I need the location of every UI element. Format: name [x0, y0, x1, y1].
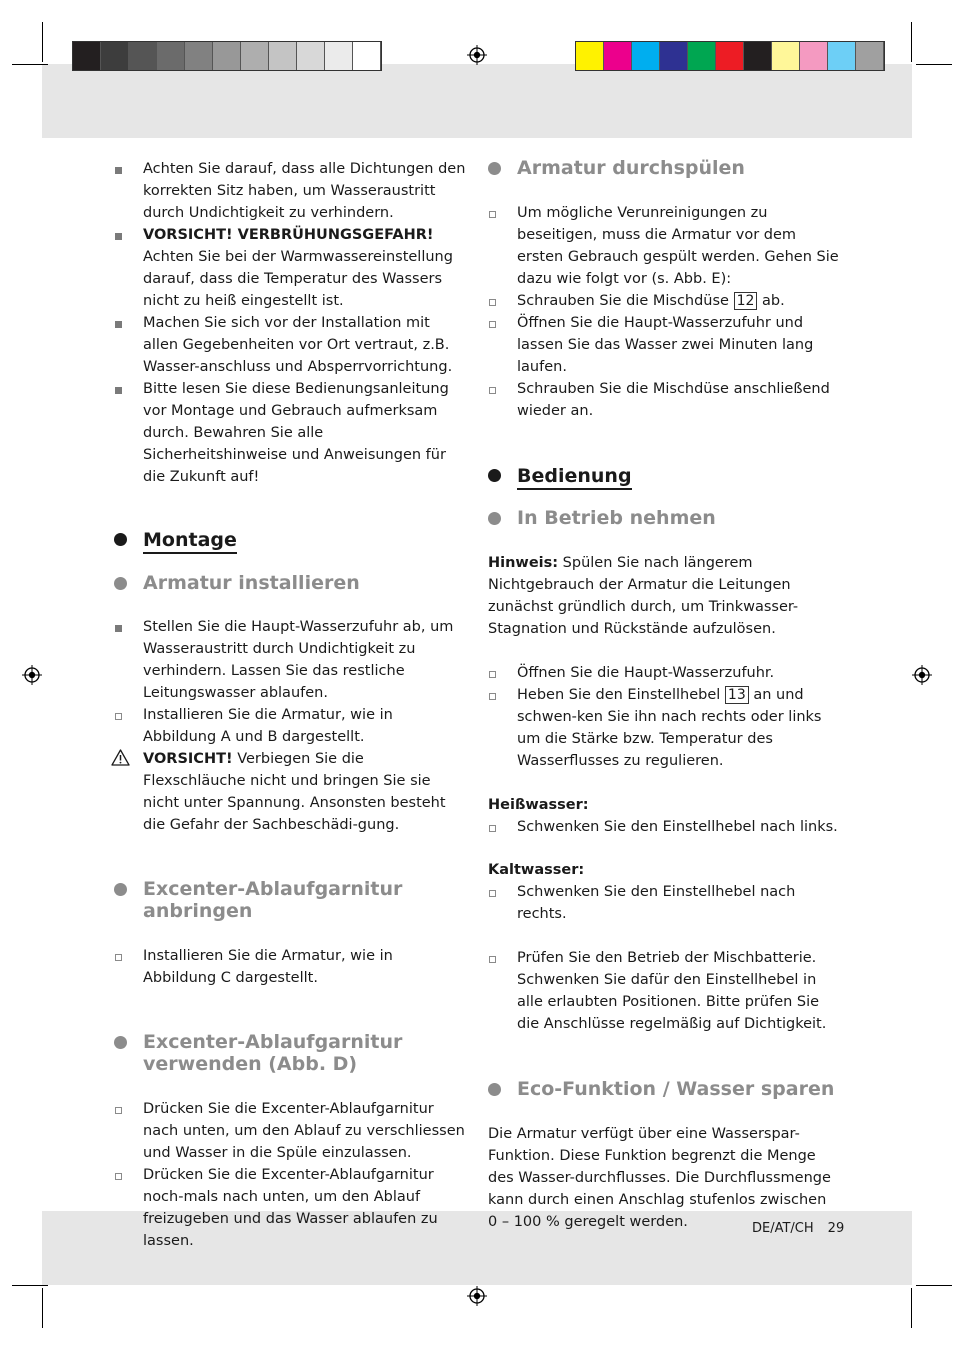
subheading-in-betrieb-nehmen: In Betrieb nehmen	[488, 507, 840, 529]
registration-mark-icon	[467, 1286, 487, 1306]
gray-swatch	[73, 42, 101, 70]
crop-mark	[916, 64, 952, 65]
checkbox-bullet-icon	[115, 1107, 122, 1114]
square-bullet-icon	[115, 387, 122, 394]
heading-dot-icon	[114, 533, 127, 546]
checkbox-bullet-icon	[489, 387, 496, 394]
gray-swatch	[241, 42, 269, 70]
registration-mark-icon	[22, 665, 42, 685]
list-item: Schwenken Sie den Einstellhebel nach rechts.	[488, 881, 840, 925]
warning-label: VORSICHT! VERBRÜHUNGSGEFAHR!	[143, 227, 434, 243]
crop-mark	[916, 1285, 952, 1286]
square-bullet-icon	[115, 321, 122, 328]
header-band	[42, 64, 912, 138]
gray-swatch	[213, 42, 241, 70]
list-item: Schrauben Sie die Mischdüse anschließend wieder an.	[488, 378, 840, 422]
list-item: Prüfen Sie den Betrieb der Mischbatterie. Schwenken Sie dafür den Einstellhebel in alle erlaubten Positionen. Bitte prüfen Sie die Anschlüsse regelmäßig auf Dichtigkeit.	[488, 947, 840, 1035]
color-swatch	[604, 42, 632, 70]
heading-dot-icon	[488, 1083, 501, 1096]
gray-swatch	[129, 42, 157, 70]
heading-dot-icon	[114, 883, 127, 896]
list-item: Drücken Sie die Excenter-Ablaufgarnitur nach unten, um den Ablauf zu verschliessen und Wasser in die Spüle einzulassen.	[114, 1098, 466, 1164]
square-bullet-icon	[115, 167, 122, 174]
subheading-armatur-durchspuelen: Armatur durchspülen	[488, 157, 840, 179]
part-number-badge: 12	[734, 292, 758, 310]
list-item: Bitte lesen Sie diese Bedienungsanleitung vor Montage und Gebrauch aufmerksam durch. Bewahren Sie alle Sicherheitshinweise und Anweisungen für die Zukunft auf!	[114, 378, 466, 488]
page-footer	[752, 1221, 844, 1236]
list-item: Stellen Sie die Haupt-Wasserzufuhr ab, um Wasseraustritt durch Undichtigkeit zu verhindern. Lassen Sie das restliche Leitungswasser ablaufen.	[114, 616, 466, 704]
color-swatch	[828, 42, 856, 70]
process-color-bar	[575, 41, 885, 71]
heading-dot-icon	[114, 1036, 127, 1049]
checkbox-bullet-icon	[489, 825, 496, 832]
crop-mark	[12, 64, 48, 65]
checkbox-bullet-icon	[489, 211, 496, 218]
checkbox-bullet-icon	[489, 671, 496, 678]
warning-item: VORSICHT! Verbiegen Sie die Flexschläuche nicht und bringen Sie sie nicht unter Spannung. Ansonsten besteht die Gefahr der Sachbeschädi-gung.	[114, 748, 466, 836]
registration-mark-icon	[912, 665, 932, 685]
color-swatch	[576, 42, 604, 70]
list-item: Installieren Sie die Armatur, wie in Abbildung C dargestellt.	[114, 945, 466, 989]
list-item: Installieren Sie die Armatur, wie in Abbildung A und B dargestellt.	[114, 704, 466, 748]
grayscale-color-bar	[72, 41, 382, 71]
gray-swatch	[353, 42, 381, 70]
color-swatch	[856, 42, 884, 70]
part-number-badge: 13	[725, 686, 749, 704]
subheading-excenter-verwenden: Excenter-Ablaufgarnitur verwenden (Abb. D)	[114, 1031, 466, 1075]
color-swatch	[688, 42, 716, 70]
list-item: Machen Sie sich vor der Installation mit allen Gegebenheiten vor Ort vertraut, z.B. Wasser-anschluss und Absperrvorrichtung.	[114, 312, 466, 378]
gray-swatch	[101, 42, 129, 70]
checkbox-bullet-icon	[489, 956, 496, 963]
subheading-eco-funktion: Eco-Funktion / Wasser sparen	[488, 1078, 840, 1100]
crop-mark	[911, 1288, 912, 1328]
heading-dot-icon	[488, 512, 501, 525]
color-swatch	[800, 42, 828, 70]
section-heading-bedienung: Bedienung	[488, 464, 840, 488]
checkbox-bullet-icon	[489, 321, 496, 328]
list-item: Öffnen Sie die Haupt-Wasserzufuhr.	[488, 662, 840, 684]
cold-water-label: Kaltwasser:	[488, 862, 585, 878]
list-item: Öffnen Sie die Haupt-Wasserzufuhr und lassen Sie das Wasser zwei Minuten lang laufen.	[488, 312, 840, 378]
warning-label: VORSICHT!	[143, 751, 233, 767]
left-column	[114, 158, 466, 1252]
heading-dot-icon	[488, 469, 501, 482]
square-bullet-icon	[115, 625, 122, 632]
heading-dot-icon	[488, 162, 501, 175]
gray-swatch	[157, 42, 185, 70]
list-item: Heben Sie den Einstellhebel 13 an und schwen-ken Sie ihn nach rechts oder links um die Stärke bzw. Temperatur des Wasserflusses zu regulieren.	[488, 684, 840, 772]
page-number: 29	[827, 1221, 845, 1236]
warning-item: VORSICHT! VERBRÜHUNGSGEFAHR! Achten Sie bei der Warmwassereinstellung darauf, dass die Temperatur des Wassers nicht zu heiß eingestellt ist.	[114, 224, 466, 312]
crop-mark	[42, 1288, 43, 1328]
section-heading-montage: Montage	[114, 528, 466, 552]
right-column	[488, 157, 840, 1233]
checkbox-bullet-icon	[115, 954, 122, 961]
language-code: DE/AT/CH	[752, 1221, 814, 1236]
checkbox-bullet-icon	[489, 890, 496, 897]
hot-water-label: Heißwasser:	[488, 797, 589, 813]
checkbox-bullet-icon	[489, 693, 496, 700]
checkbox-bullet-icon	[489, 299, 496, 306]
subheading-armatur-installieren: Armatur installieren	[114, 572, 466, 594]
list-item: Drücken Sie die Excenter-Ablaufgarnitur noch-mals nach unten, um den Ablauf freizugeben und das Wasser ablaufen zu lassen.	[114, 1164, 466, 1252]
note-label: Hinweis:	[488, 555, 559, 571]
gray-swatch	[297, 42, 325, 70]
list-item: Achten Sie darauf, dass alle Dichtungen den korrekten Sitz haben, um Wasseraustritt durch Undichtigkeit zu verhindern.	[114, 158, 466, 224]
heading-dot-icon	[114, 577, 127, 590]
square-bullet-icon	[115, 233, 122, 240]
checkbox-bullet-icon	[115, 713, 122, 720]
list-item: Um mögliche Verunreinigungen zu beseitigen, muss die Armatur vor dem ersten Gebrauch gespült werden. Gehen Sie dazu wie folgt vor (s. Abb. E):	[488, 202, 840, 290]
registration-mark-icon	[467, 45, 487, 65]
crop-mark	[911, 22, 912, 62]
checkbox-bullet-icon	[115, 1173, 122, 1180]
crop-mark	[12, 1285, 48, 1286]
color-swatch	[660, 42, 688, 70]
color-swatch	[744, 42, 772, 70]
note-paragraph: Hinweis: Spülen Sie nach längerem Nichtgebrauch der Armatur die Leitungen zunächst gründlich durch, um Trinkwasser-Stagnation und Rückstände aufzulösen.	[488, 555, 799, 637]
color-swatch	[716, 42, 744, 70]
list-item: Schrauben Sie die Mischdüse 12 ab.	[488, 290, 840, 312]
gray-swatch	[325, 42, 353, 70]
warning-triangle-icon	[111, 749, 130, 766]
eco-paragraph: Die Armatur verfügt über eine Wasserspar-Funktion. Diese Funktion begrenzt die Menge des Wasser-durchflusses. Die Durchflussmenge kann durch einen Anschlag stufenlos zwischen 0 – 100 % geregelt werden.	[488, 1126, 831, 1230]
list-item: Schwenken Sie den Einstellhebel nach links.	[488, 816, 840, 838]
gray-swatch	[269, 42, 297, 70]
subheading-excenter-anbringen: Excenter-Ablaufgarnitur anbringen	[114, 878, 466, 922]
color-swatch	[632, 42, 660, 70]
color-swatch	[772, 42, 800, 70]
crop-mark	[42, 22, 43, 62]
gray-swatch	[185, 42, 213, 70]
